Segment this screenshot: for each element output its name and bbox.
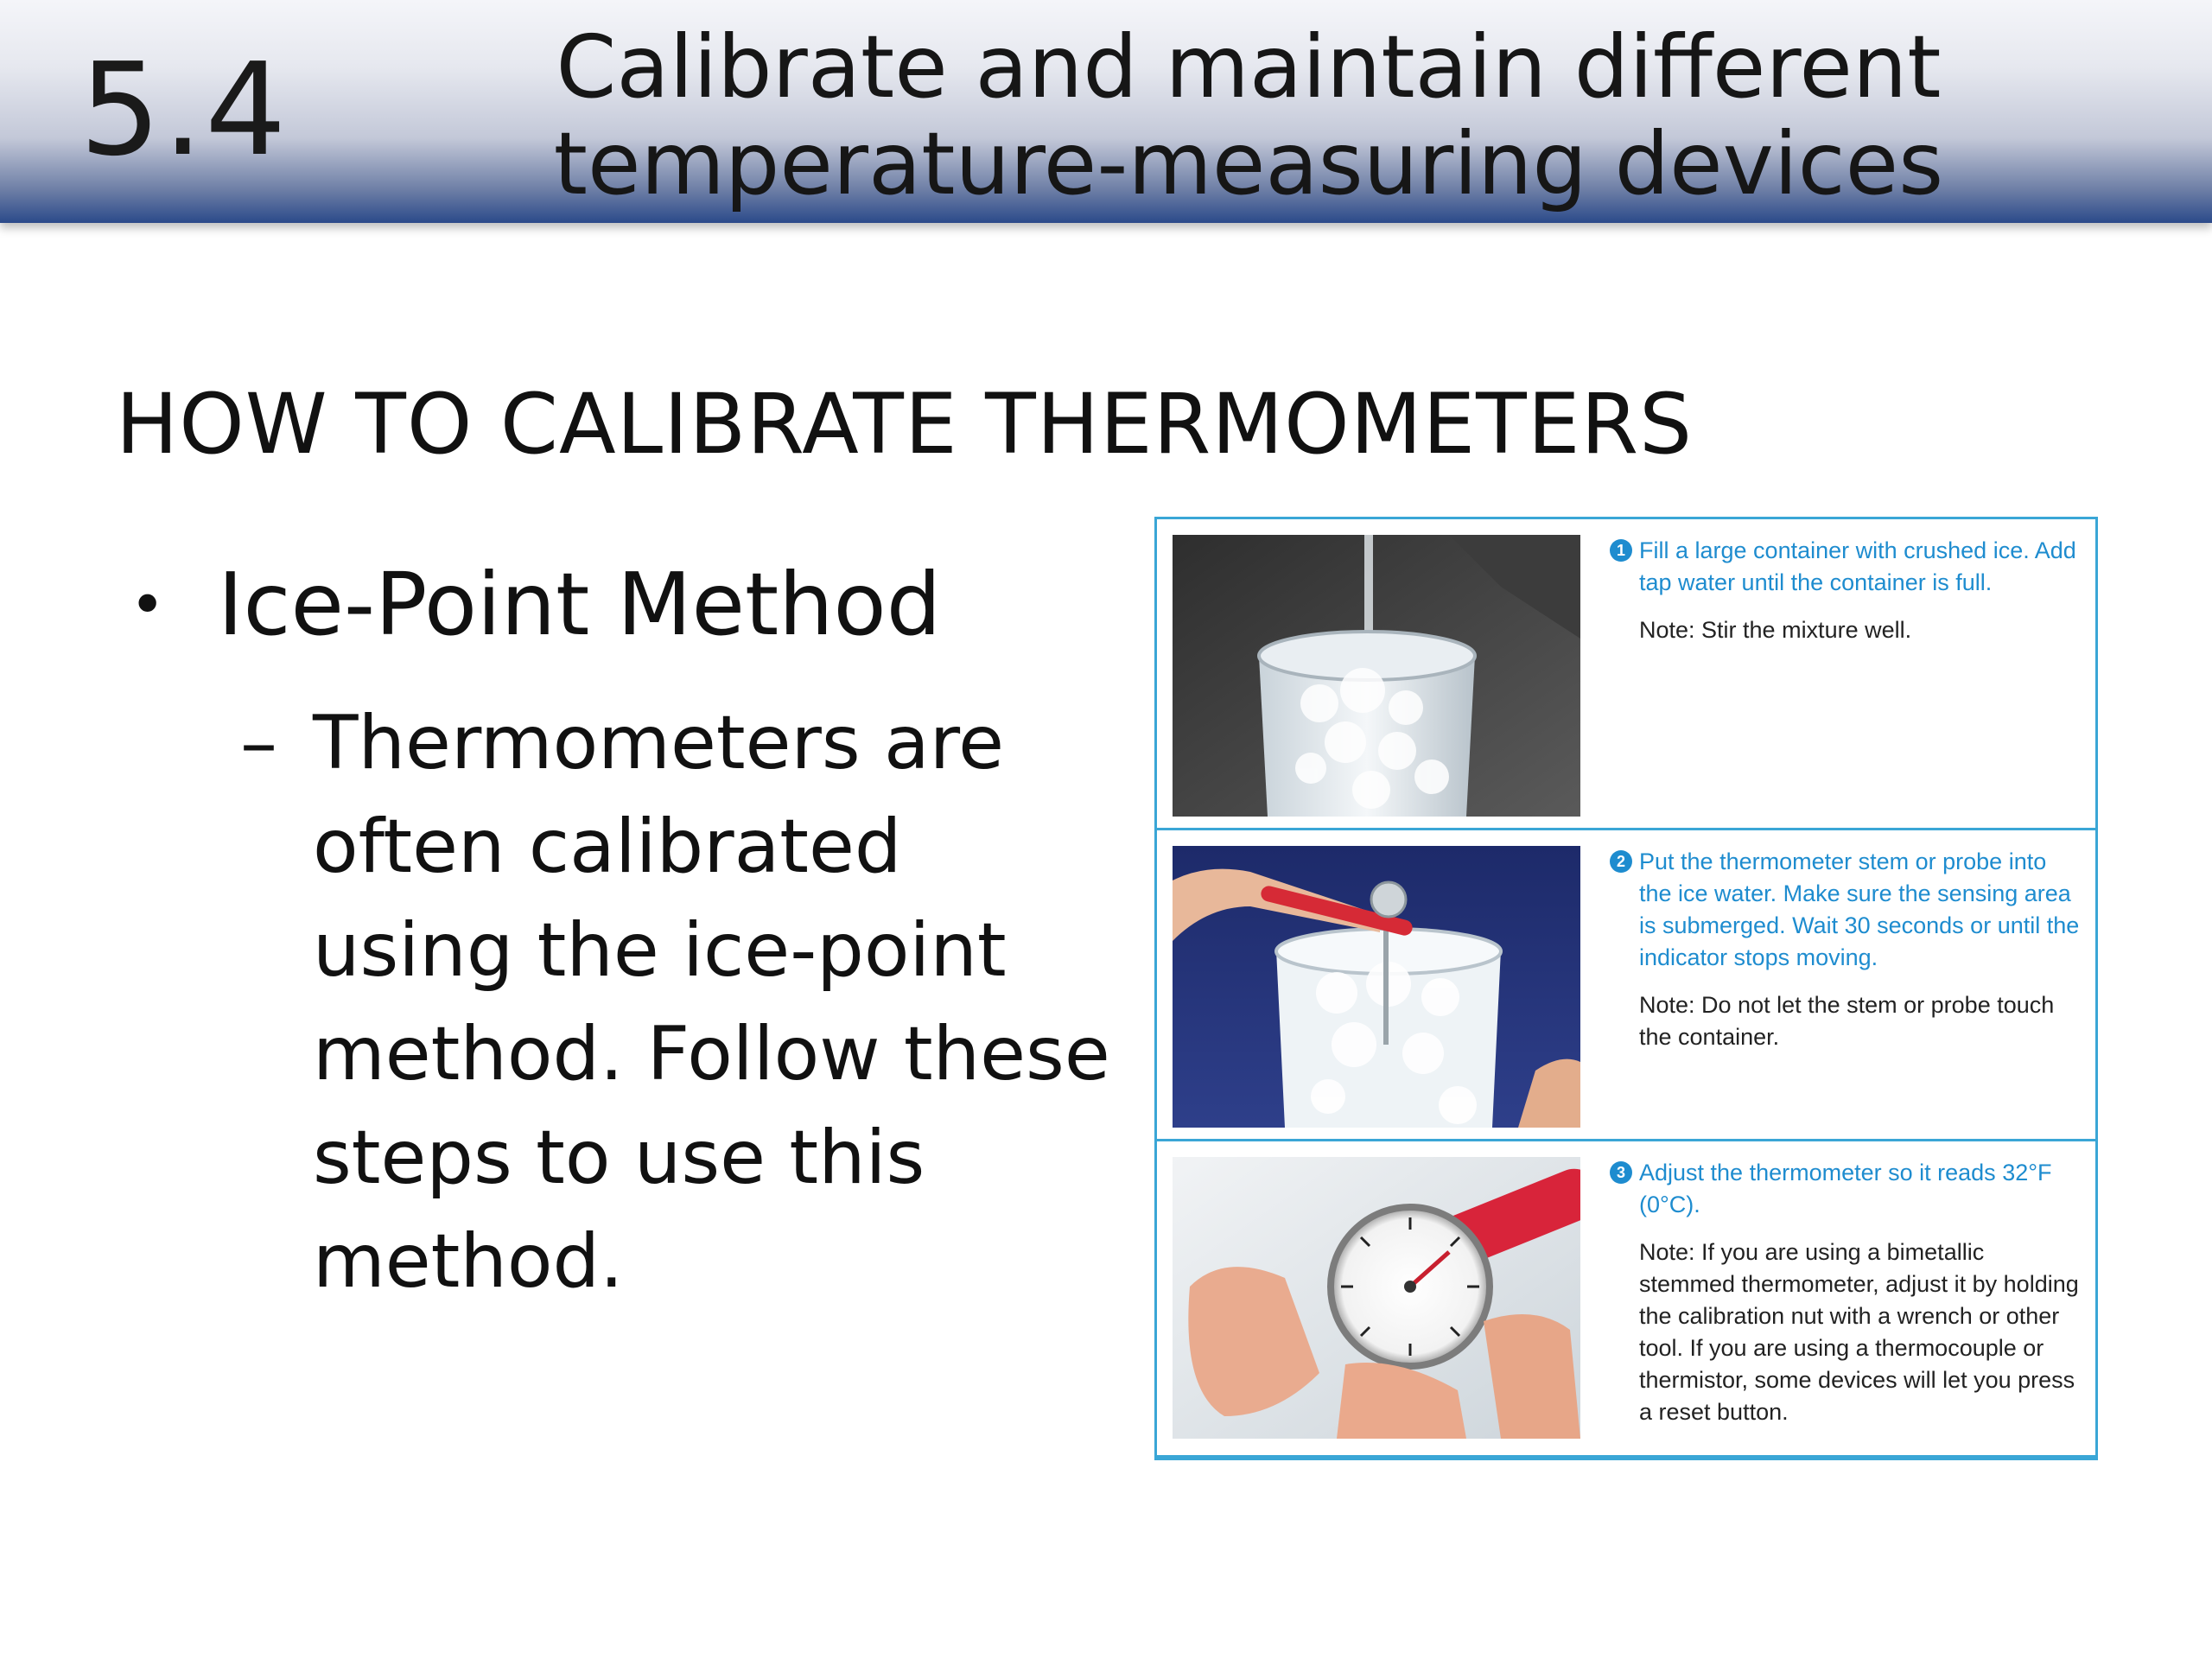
step-2-instruction-text: Put the thermometer stem or probe into the ice water. Make sure the sensing area is submerged. Wait 30 seconds or until the indicator stops moving.	[1639, 849, 2080, 970]
step-3-badge: 3	[1610, 1161, 1632, 1184]
step-3-instruction	[1610, 1157, 2085, 1221]
bullet-marker: •	[130, 569, 166, 640]
sub-bullet-text: Thermometers are often calibrated using the ice-point method. Follow these steps to use this method.	[313, 700, 1110, 1305]
ice-container-photo	[1173, 535, 1580, 817]
sub-bullet-marker: –	[240, 700, 277, 786]
header-banner	[0, 0, 2212, 223]
section-number: 5.4	[79, 35, 289, 184]
step-3-note: Note: If you are using a bimetallic stemmed thermometer, adjust it by holding the calibration nut with a wrench or other tool. If you are using a thermocouple or thermistor, some devices will let you press a reset button.	[1639, 1239, 2079, 1425]
step-1-note: Note: Stir the mixture well.	[1639, 617, 1912, 643]
step-2-panel	[1157, 830, 2095, 1141]
step-2-note: Note: Do not let the stem or probe touch the container.	[1639, 992, 2055, 1050]
step-2-text	[1610, 846, 2085, 1053]
slide-title: Calibrate and maintain different temperature-measuring devices	[553, 16, 1944, 214]
step-3-text	[1610, 1157, 2085, 1428]
step-2-badge: 2	[1610, 850, 1632, 873]
section-heading: HOW TO CALIBRATE THERMOMETERS	[116, 376, 1694, 473]
step-1-badge: 1	[1610, 539, 1632, 562]
thermometer-in-ice-photo	[1173, 846, 1580, 1128]
step-1-text	[1610, 535, 2085, 646]
thermometer-dial-photo	[1173, 1157, 1580, 1439]
bullet-text: Ice-Point Method	[218, 554, 942, 655]
step-3-instruction-text: Adjust the thermometer so it reads 32°F (0°C).	[1639, 1160, 2052, 1217]
step-3-panel	[1157, 1141, 2095, 1452]
step-1-panel	[1157, 519, 2095, 830]
step-1-instruction	[1610, 535, 2085, 599]
step-2-instruction	[1610, 846, 2085, 974]
step-1-instruction-text: Fill a large container with crushed ice. Add tap water until the container is full.	[1639, 537, 2076, 595]
calibration-steps-figure	[1154, 517, 2098, 1460]
